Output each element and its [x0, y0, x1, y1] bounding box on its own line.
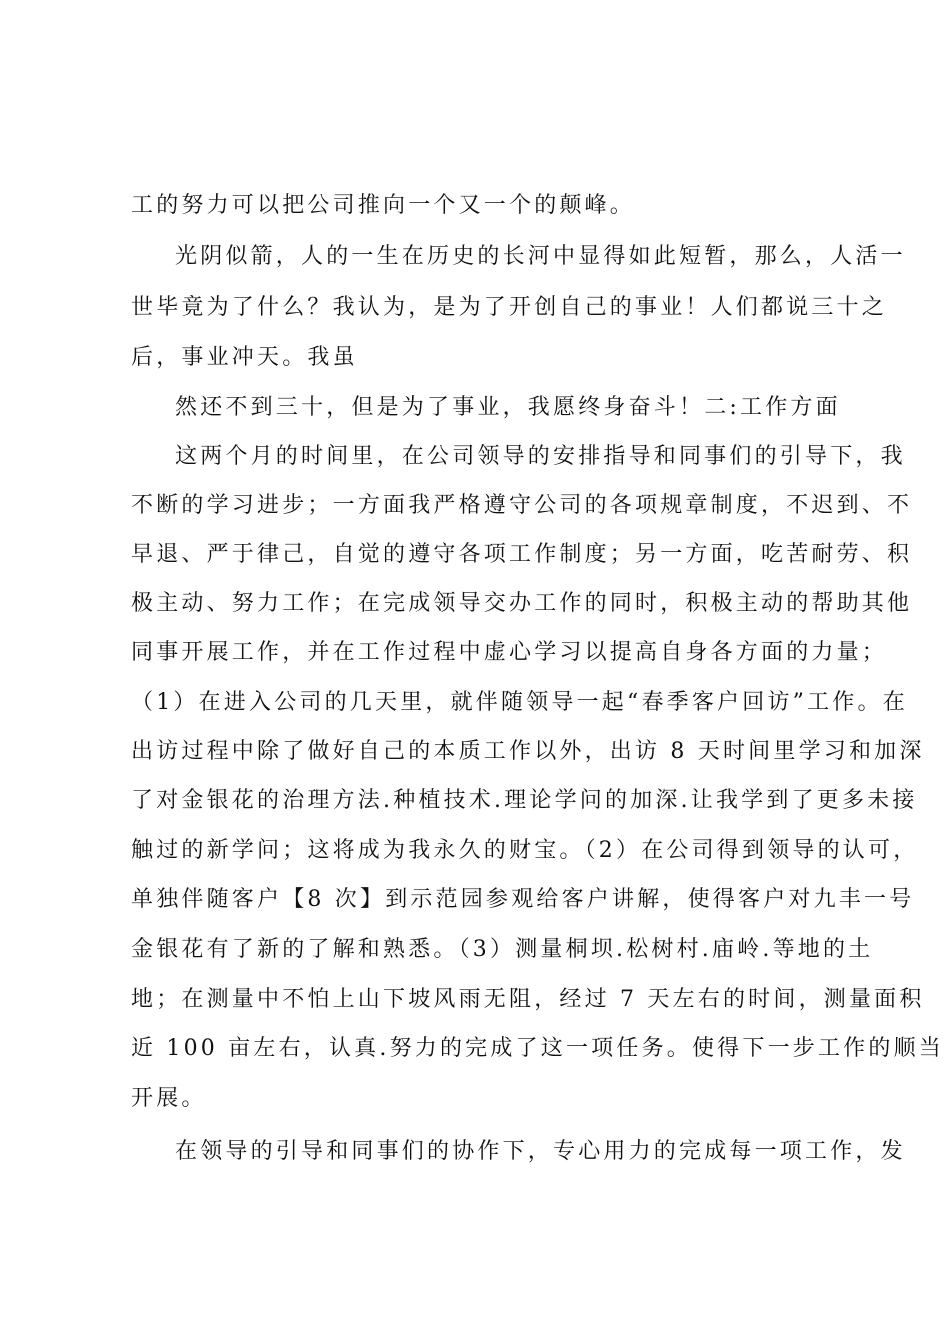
text-line: 单独伴随客户【8 次】到示范园参观给客户讲解，使得客户对九丰一号	[131, 887, 915, 912]
text-line: 不断的学习进步；一方面我严格遵守公司的各项规章制度，不迟到、不	[131, 493, 913, 518]
text-line: 近 100 亩左右，认真.努力的完成了这一项任务。使得下一步工作的顺当	[131, 1036, 944, 1061]
text-line: 极主动、努力工作；在完成领导交办工作的同时，积极主动的帮助其他	[131, 591, 913, 616]
text-line: 触过的新学问；这将成为我永久的财宝。（2）在公司得到领导的认可，	[131, 838, 919, 863]
text-line: 工的努力可以把公司推向一个又一个的颠峰。	[131, 193, 636, 218]
text-line: 同事开展工作，并在工作过程中虚心学习以提高自身各方面的力量；	[131, 640, 888, 665]
text-line: 了对金银花的治理方法.种植技术.理论学问的加深.让我学到了更多未接	[131, 788, 918, 813]
text-line: （1）在进入公司的几天里，就伴随领导一起“春季客户回访”工作。在	[131, 690, 908, 715]
text-line: 在领导的引导和同事们的协作下，专心用力的完成每一项工作，发	[175, 1139, 906, 1164]
text-line: 然还不到三十，但是为了事业，我愿终身奋斗！二:工作方面	[175, 395, 841, 420]
text-line: 出访过程中除了做好自己的本质工作以外，出访 8 天时间里学习和加深	[131, 739, 925, 764]
text-line: 地；在测量中不怕上山下坡风雨无阻，经过 7 天左右的时间，测量面积	[131, 987, 925, 1012]
text-line: 金银花有了新的了解和熟悉。（3）测量桐坝.松树村.庙岭.等地的土	[131, 937, 874, 962]
text-line: 后，事业冲天。我虽	[131, 345, 358, 370]
text-line: 这两个月的时间里，在公司领导的安排指导和同事们的引导下，我	[175, 444, 906, 469]
text-line: 世毕竟为了什么？我认为，是为了开创自己的事业！人们都说三十之	[131, 295, 888, 320]
text-line: 早退、严于律己，自觉的遵守各项工作制度；另一方面，吃苦耐劳、积	[131, 542, 913, 567]
text-line: 光阴似箭，人的一生在历史的长河中显得如此短暂，那么，人活一	[175, 244, 906, 269]
text-line: 开展。	[131, 1086, 207, 1111]
